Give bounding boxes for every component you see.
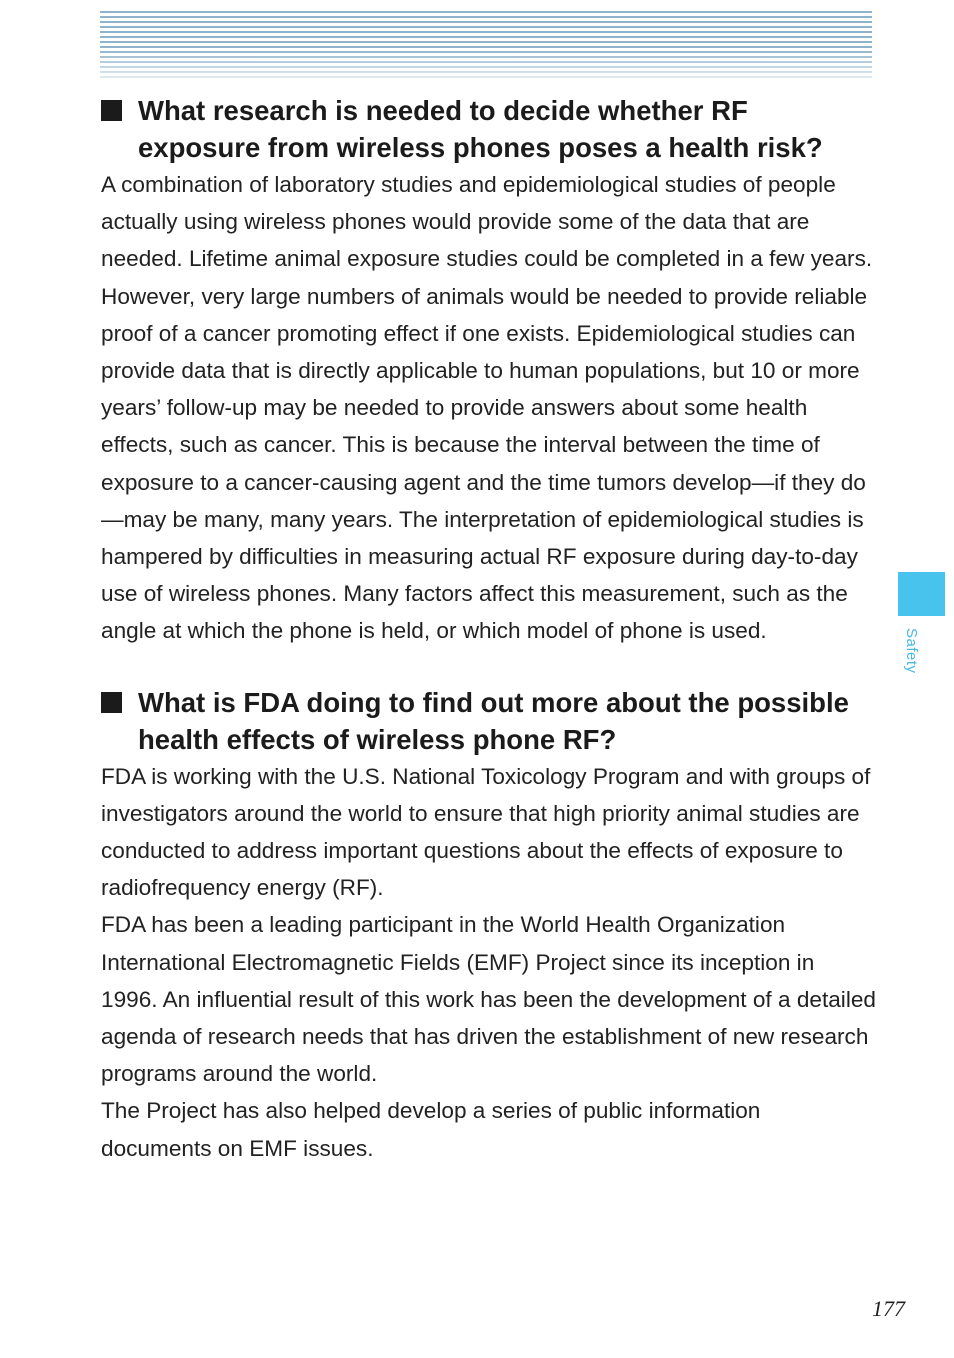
body-paragraph: A combination of laboratory studies and epidemiological studies of people actually using wireless phones would provide some of the data that are needed. Lifetime animal exposure studies could be completed in a few years. However, very large numbers of animals would be needed to provide reliable proof of a cancer promoting effect if one exists. Epidemiological studies can provide data that is directly applicable to human populations, but 10 or more years’ follow-up may be needed to provide answers about some health effects, such as cancer. This is because the interval between the time of exposure to a cancer-causing agent and the time tumors develop—if they do—may be many, many years. The interpretation of epidemiological studies is hampered by difficulties in measuring actual RF exposure during day-to-day use of wireless phones. Many factors affect this measurement, such as the angle at which the phone is held, or which model of phone is used. [101,172,873,644]
page-content [101,92,876,1167]
square-bullet-icon [101,692,122,713]
section-heading-text: What research is needed to decide whether RF exposure from wireless phones poses a health risk? [138,95,823,163]
header-band [100,11,872,79]
body-paragraph: FDA has been a leading participant in the World Health Organization International Electromagnetic Fields (EMF) Project since its inception in 1996. An influential result of this work has been the development of a detailed agenda of research needs that has driven the establishment of new research programs around the world. [101,912,876,1087]
section-heading [101,684,876,758]
chapter-tab [898,572,945,616]
chapter-tab-label: Safety [903,628,920,674]
section-heading-text: What is FDA doing to find out more about the possible health effects of wireless phone RF? [138,686,849,755]
section-heading [101,92,876,166]
section-rf-research [101,92,876,650]
page-number: 177 [872,1296,905,1321]
body-paragraph: FDA is working with the U.S. National Toxicology Program and with groups of investigators around the world to ensure that high priority animal studies are conducted to address important questions about the effects of exposure to radiofrequency energy (RF). [101,763,871,901]
body-paragraph: The Project has also helped develop a series of public information documents on EMF issues. [101,1098,761,1161]
section-fda-efforts [101,684,876,1167]
square-bullet-icon [101,100,122,121]
